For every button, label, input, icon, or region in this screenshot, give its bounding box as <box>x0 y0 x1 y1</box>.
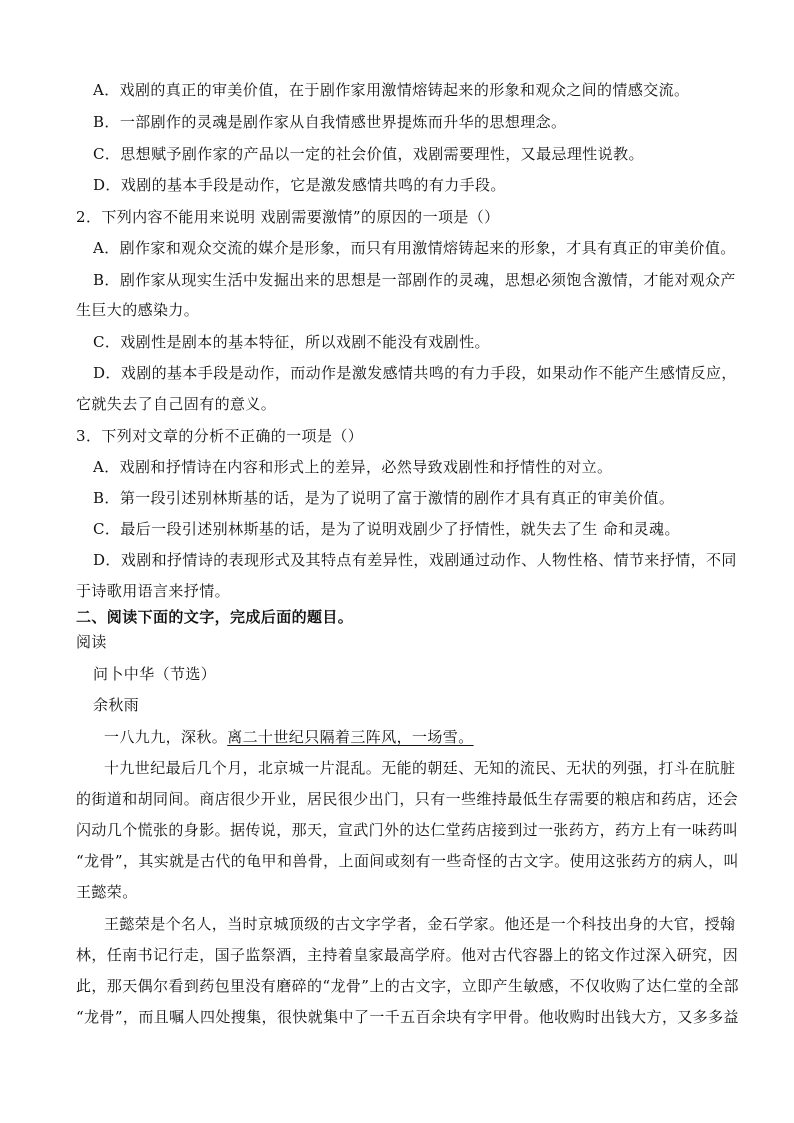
q3-option-c: C．最后一段引述别林斯基的话，是为了说明戏剧少了抒情性，就失去了生 命和灵魂。 <box>93 520 680 538</box>
q2-option-a: A．剧作家和观众交流的媒介是形象，而只有用激情熔铸起来的形象，才具有真正的审美价值。 <box>93 239 736 257</box>
q3-option-a: A．戏剧和抒情诗在内容和形式上的差异，必然导致戏剧性和抒情性的对立。 <box>93 458 613 476</box>
q2-option-d-line2: 它就失去了自己固有的意义。 <box>76 395 277 413</box>
q2-stem: 2．下列内容不能用来说明 戏剧需要激情”的原因的一项是（） <box>76 208 500 226</box>
paragraph-2-line-3: 闪动几个慌张的身影。据传说，那天，宣武门外的达仁堂药店接到过一张药方，药方上有一味药叫 <box>76 821 739 839</box>
q3-option-d-line1: D．戏剧和抒情诗的表现形式及其特点有差异性，戏剧通过动作、人物性格、情节来抒情，不同 <box>93 551 737 569</box>
paragraph-3-line-3: 此，那天偶尔看到药包里没有磨碎的“龙骨”上的古文字，立即产生敏感，不仅收购了达仁堂的全部 <box>76 977 739 995</box>
passage-author: 余秋雨 <box>93 696 140 714</box>
paragraph-2-line-4: “龙骨”，其实就是古代的龟甲和兽骨，上面间或刻有一些奇怪的古文字。使用这张药方的病人，叫 <box>76 852 739 870</box>
q2-option-c: C．戏剧性是剧本的基本特征，所以戏剧不能没有戏剧性。 <box>93 333 490 351</box>
paragraph-3-line-1: 王懿荣是个名人，当时京城顶级的古文字学者，金石学家。他还是一个科技出身的大官，授翰 <box>104 915 736 933</box>
section-label: 阅读 <box>76 633 107 651</box>
paragraph-1-date: 一八九九，深秋。 <box>104 728 228 746</box>
paragraph-2-line-5: 王懿荣。 <box>76 883 138 901</box>
q3-stem: 3．下列对文章的分析不正确的一项是（） <box>76 427 364 445</box>
q1-option-a: A．戏剧的真正的审美价值，在于剧作家用激情熔铸起来的形象和观众之间的情感交流。 <box>93 81 690 99</box>
q1-option-b: B．一部剧作的灵魂是剧作家从自我情感世界提炼而升华的思想理念。 <box>93 113 567 131</box>
paragraph-1-underlined-sentence: 离二十世纪只隔着三阵风，一场雪。 <box>227 728 474 746</box>
paragraph-2-line-1: 十九世纪最后几个月，北京城一片混乱。无能的朝廷、无知的流民、无状的列强，打斗在肮脏 <box>104 759 736 777</box>
passage-paragraph-1 <box>104 727 474 747</box>
q2-option-d-line1: D．戏剧的基本手段是动作，而动作是激发感情共鸣的有力手段，如果动作不能产生感情反应， <box>93 364 737 382</box>
q1-option-d: D．戏剧的基本手段是动作，它是激发感情共鸣的有力手段。 <box>93 176 506 194</box>
section-heading: 二、阅读下面的文字，完成后面的题目。 <box>76 608 354 626</box>
q2-option-b-line2: 生巨大的感染力。 <box>76 301 200 319</box>
q3-option-b: B．第一段引述别林斯基的话，是为了说明了富于激情的剧作才具有真正的审美价值。 <box>93 489 675 507</box>
paragraph-2-line-2: 的街道和胡同间。商店很少开业，居民很少出门，只有一些维持最低生存需要的粮店和药店，还会 <box>76 790 739 808</box>
passage-title: 问卜中华（节选） <box>93 665 217 683</box>
q2-option-b-line1: B．剧作家从现实生活中发掘出来的思想是一部剧作的灵魂，思想必须饱含激情，才能对观众产 <box>93 271 736 289</box>
q1-option-c: C．思想赋予剧作家的产品以一定的社会价值，戏剧需要理性，又最忌理性说教。 <box>93 145 644 163</box>
q3-option-d-line2: 于诗歌用语言来抒情。 <box>76 582 231 600</box>
paragraph-3-line-4: “龙骨”，而且嘱人四处搜集，很快就集中了一千五百余块有字甲骨。他收购时出钱大方，又多多益 <box>76 1008 739 1026</box>
paragraph-3-line-2: 林，任南书记行走，国子监祭酒，主持着皇家最高学府。他对古代容器上的铭文作过深入研究，因 <box>76 946 739 964</box>
